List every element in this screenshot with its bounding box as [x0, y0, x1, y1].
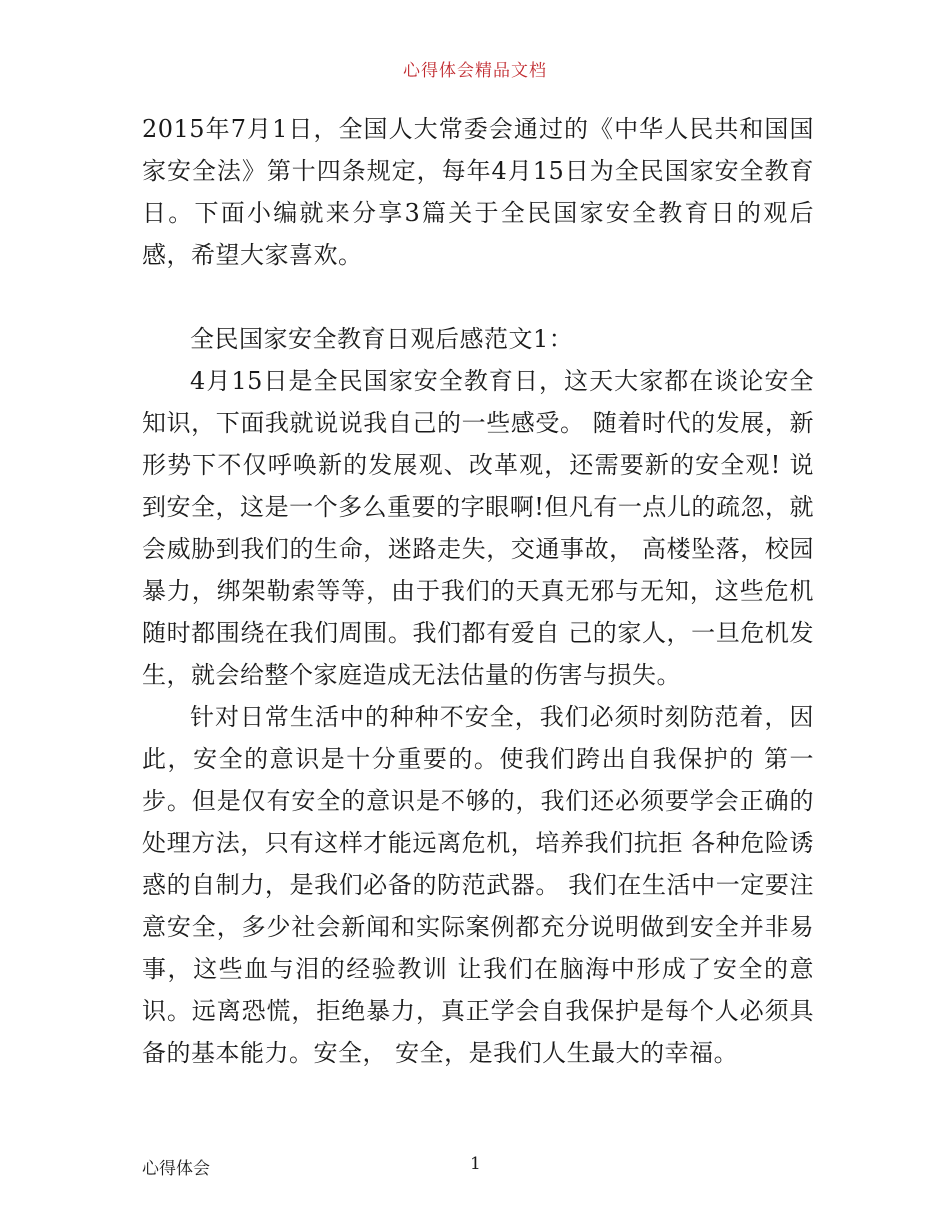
footer-label: 心得体会 — [142, 1159, 210, 1179]
section-title: 全民国家安全教育日观后感范文1： — [190, 325, 574, 353]
page-header-title: 心得体会精品文档 — [403, 61, 547, 81]
page-number: 1 — [470, 1154, 481, 1174]
intro-paragraph: 2015年7月1日，全国人大常委会通过的《中华人民共和国国家安全法》第十四条规定，每年4月15日为全民国家安全教育日。下面小编就来分享3篇关于全民国家安全教育日的观后感，希望大家喜欢。 — [142, 115, 814, 269]
section-spacer — [142, 276, 814, 318]
body-paragraph-2: 针对日常生活中的种种不安全，我们必须时刻防范着，因此，安全的意识是十分重要的。使我们跨出自我保护的 第一步。但是仅有安全的意识是不够的，我们还必须要学会正确的处理方法，只有这样才能远离危机，培养我们抗拒 各种危险诱惑的自制力，是我们必备的防范武器。 我们在生活中一定要注意安全，多少社会新闻和实际案例都充分说明做到安全并非易事，这些血与泪的经验教训 让我们在脑海中形成了安全的意识。远离恐慌，拒绝暴力，真正学会自我保护是每个人必须具备的基本能力。安全， 安全，是我们人生最大的幸福。 — [142, 703, 814, 1067]
document-body — [142, 108, 814, 1074]
body-paragraph-1: 4月15日是全民国家安全教育日，这天大家都在谈论安全知识，下面我就说说我自己的一些感受。 随着时代的发展，新形势下不仅呼唤新的发展观、改革观，还需要新的安全观! 说到安全，这是一个多么重要的字眼啊!但凡有一点儿的疏忽，就会威胁到我们的生命，迷路走失，交通事故， 高楼坠落，校园暴力，绑架勒索等等，由于我们的天真无邪与无知，这些危机随时都围绕在我们周围。我们都有爱自 己的家人，一旦危机发生，就会给整个家庭造成无法估量的伤害与损失。 — [142, 367, 814, 689]
